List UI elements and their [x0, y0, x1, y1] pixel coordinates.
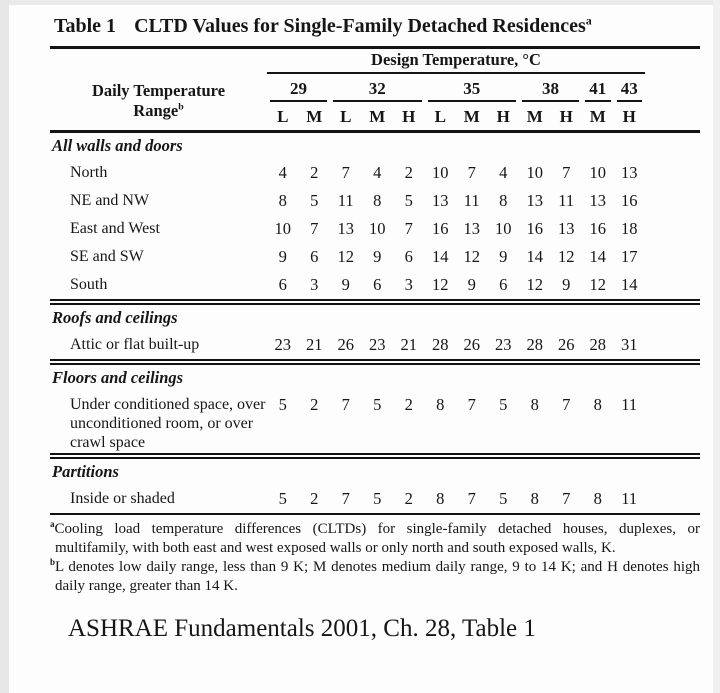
cell: 14	[621, 275, 638, 294]
temp-col-32: 32	[333, 79, 422, 102]
temp-col-43: 43	[617, 79, 643, 102]
cell: 7	[341, 163, 350, 182]
daily-temperature-range-header	[50, 81, 267, 123]
cell: 8	[373, 191, 382, 210]
cell: 7	[341, 489, 350, 508]
cell: 9	[341, 275, 350, 294]
cell: 7	[467, 395, 476, 414]
footnote-b-marker: b	[50, 557, 56, 567]
cell: 16	[589, 219, 606, 238]
source-caption: ASHRAE Fundamentals 2001, Ch. 28, Table 1	[68, 615, 536, 642]
cell: 31	[621, 335, 638, 354]
table-header	[50, 49, 700, 130]
table-row	[50, 243, 700, 271]
cell: 13	[589, 191, 606, 210]
cell: 8	[436, 489, 445, 508]
cell: 11	[463, 191, 480, 210]
cell: 10	[432, 163, 449, 182]
temp-col-35: 35	[428, 79, 517, 102]
cell: 5	[278, 395, 287, 414]
cell: 9	[373, 247, 382, 266]
cell: 12	[558, 247, 575, 266]
table-row	[50, 187, 700, 215]
cell: 2	[310, 489, 319, 508]
table-title-text: CLTD Values for Single-Family Detached Residences	[134, 15, 586, 37]
footnotes	[50, 520, 700, 596]
cell: 7	[562, 489, 571, 508]
cell: 9	[278, 247, 287, 266]
design-temperature-header: Design Temperature, °C	[267, 50, 645, 74]
section-partitions	[50, 459, 700, 513]
footnote-a-text: Cooling load temperature differences (CLTDs) for single-family detached houses, duplexes, or multifamily, with both east and west exposed walls or only north and south exposed walls, K.	[54, 521, 700, 556]
cell: 9	[467, 275, 476, 294]
cell: 10	[274, 219, 291, 238]
cell: 23	[274, 335, 291, 354]
range-label: M	[589, 107, 606, 126]
range-label: H	[622, 107, 636, 126]
cell: 21	[400, 335, 417, 354]
section-label: All walls and doors	[52, 136, 183, 155]
cell: 18	[621, 219, 638, 238]
cell: 16	[621, 191, 638, 210]
section-floors-and-ceilings	[50, 365, 700, 453]
temp-col-29: 29	[270, 79, 327, 102]
cell: 6	[499, 275, 508, 294]
cell: 9	[499, 247, 508, 266]
row-label: East and West	[70, 220, 160, 237]
cell: 12	[337, 247, 354, 266]
cell: 14	[526, 247, 543, 266]
cell: 4	[278, 163, 287, 182]
cell: 5	[499, 489, 508, 508]
cell: 26	[463, 335, 480, 354]
cell: 3	[404, 275, 413, 294]
cell: 6	[310, 247, 319, 266]
cell: 7	[562, 395, 571, 414]
cell: 13	[526, 191, 543, 210]
cell: 13	[621, 163, 638, 182]
row-label: Inside or shaded	[70, 490, 175, 507]
cell: 10	[589, 163, 606, 182]
cell: 7	[341, 395, 350, 414]
cell: 2	[404, 489, 413, 508]
cell: 8	[499, 191, 508, 210]
cell: 6	[373, 275, 382, 294]
cell: 10	[369, 219, 386, 238]
row-label: North	[70, 164, 108, 181]
footnote-a	[50, 520, 700, 558]
range-label: H	[496, 107, 510, 126]
section-roofs-and-ceilings	[50, 305, 700, 359]
cell: 7	[467, 489, 476, 508]
table-row	[50, 331, 700, 359]
cell: 28	[526, 335, 543, 354]
cell: 13	[558, 219, 575, 238]
table-row	[50, 391, 700, 453]
cell: 5	[373, 489, 382, 508]
cell: 8	[593, 395, 602, 414]
dtr-footnote-marker: b	[178, 101, 184, 113]
cell: 9	[562, 275, 571, 294]
cell: 8	[436, 395, 445, 414]
range-label: M	[463, 107, 480, 126]
cell: 13	[337, 219, 354, 238]
row-label: Attic or flat built-up	[70, 336, 200, 353]
temp-col-41: 41	[585, 79, 611, 102]
cell: 11	[621, 489, 638, 508]
cell: 2	[310, 395, 319, 414]
title-footnote-marker: a	[585, 13, 592, 28]
cell: 23	[369, 335, 386, 354]
footnote-b-text: L denotes low daily range, less than 9 K; M denotes medium daily range, 9 to 14 K; and H denotes high daily range, greater than 14 K.	[55, 559, 700, 594]
cell: 7	[467, 163, 476, 182]
footnote-b	[50, 558, 700, 596]
cell: 6	[404, 247, 413, 266]
cell: 8	[278, 191, 287, 210]
cell: 12	[526, 275, 543, 294]
cell: 5	[278, 489, 287, 508]
cell: 11	[337, 191, 354, 210]
table-row	[50, 271, 700, 299]
table-row	[50, 215, 700, 243]
footnote-a-marker: a	[50, 519, 55, 529]
range-label: L	[277, 107, 289, 126]
range-label: M	[306, 107, 323, 126]
row-label: South	[70, 276, 108, 293]
row-label: NE and NW	[70, 192, 150, 209]
section-label: Roofs and ceilings	[52, 308, 178, 327]
cell: 2	[310, 163, 319, 182]
cell: 5	[310, 191, 319, 210]
temp-col-38: 38	[522, 79, 579, 102]
cell: 5	[404, 191, 413, 210]
cell: 8	[593, 489, 602, 508]
rule-table-bottom	[50, 513, 700, 515]
cell: 28	[589, 335, 606, 354]
cell: 13	[432, 191, 449, 210]
section-label: Partitions	[52, 462, 119, 481]
cell: 7	[562, 163, 571, 182]
cell: 10	[495, 219, 512, 238]
range-label: H	[402, 107, 416, 126]
table-title	[54, 14, 700, 38]
dtr-line2: Range	[133, 101, 179, 120]
cell: 11	[558, 191, 575, 210]
cell: 28	[432, 335, 449, 354]
row-label: Under conditioned space, over unconditioned room, or over crawl space	[70, 396, 266, 451]
cell: 4	[373, 163, 382, 182]
section-label: Floors and ceilings	[52, 368, 184, 387]
cell: 5	[373, 395, 382, 414]
range-label: M	[526, 107, 543, 126]
cell: 16	[526, 219, 543, 238]
cell: 12	[432, 275, 449, 294]
cell: 12	[589, 275, 606, 294]
row-label: SE and SW	[70, 248, 144, 265]
cell: 6	[278, 275, 287, 294]
range-label: L	[340, 107, 352, 126]
cell: 16	[432, 219, 449, 238]
cell: 17	[621, 247, 638, 266]
table-row	[50, 159, 700, 187]
cell: 23	[495, 335, 512, 354]
cell: 10	[526, 163, 543, 182]
range-label: H	[559, 107, 573, 126]
range-label: L	[434, 107, 446, 126]
cell: 4	[499, 163, 508, 182]
cell: 5	[499, 395, 508, 414]
cell: 21	[306, 335, 323, 354]
cell: 26	[337, 335, 354, 354]
cell: 13	[463, 219, 480, 238]
cell: 26	[558, 335, 575, 354]
range-label: M	[369, 107, 386, 126]
cell: 12	[463, 247, 480, 266]
cell: 2	[404, 395, 413, 414]
cell: 3	[310, 275, 319, 294]
cell: 7	[310, 219, 319, 238]
section-all-walls-and-doors	[50, 133, 700, 299]
cell: 14	[589, 247, 606, 266]
cell: 8	[530, 489, 539, 508]
dtr-line1: Daily Temperature	[91, 81, 226, 100]
table-row	[50, 485, 700, 513]
cell: 11	[621, 395, 638, 414]
table-number: Table 1	[54, 15, 117, 37]
cell: 14	[432, 247, 449, 266]
cell: 7	[404, 219, 413, 238]
cell: 2	[404, 163, 413, 182]
cell: 8	[530, 395, 539, 414]
